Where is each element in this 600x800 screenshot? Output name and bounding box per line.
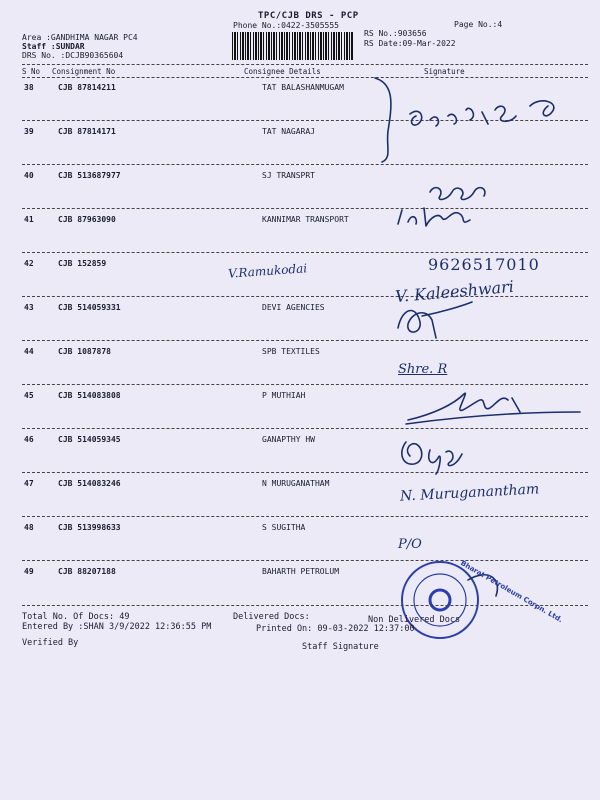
handwritten-signature-row42: V. Kaleeshwari [394,276,515,307]
phone-number: Phone No.:0422-3505555 [233,21,339,30]
row-sno: 39 [24,127,34,136]
row-consignment: CJB 513998633 [58,523,121,532]
row-consignee: N MURUGANATHAM [262,479,330,488]
col-consignee: Consignee Details [244,67,321,76]
verified-by: Verified By [22,638,79,648]
document-title: TPC/CJB DRS - PCP [258,11,359,21]
staff-signature: Staff Signature [302,642,379,652]
row-consignment: CJB 514083808 [58,391,121,400]
total-docs: Total No. Of Docs: 49 [22,612,130,622]
row-sno: 48 [24,523,34,532]
row-divider [22,252,588,253]
row-sno: 42 [24,259,34,268]
company-stamp [398,559,564,660]
header-divider [22,64,588,65]
staff-label: Staff :SUNDAR [22,42,85,51]
row-consignment: CJB 514059331 [58,303,121,312]
col-sno: S No [22,67,41,76]
row-consignee: SPB TEXTILES [262,347,320,356]
area-label: Area :GANDHIMA NAGAR PC4 [22,33,138,42]
handwritten-phone: 9626517010 [428,255,540,274]
row-consignment: CJB 87814171 [58,127,116,136]
row-sno: 46 [24,435,34,444]
row-consignee: BAHARTH PETROLUM [262,567,340,576]
row-sno: 38 [24,83,34,92]
row-sno: 40 [24,171,34,180]
row-consignee: GANAPTHY HW [262,435,315,444]
row-consignee: SJ TRANSPRT [262,171,315,180]
signature-row40-41 [390,178,580,238]
row-consignee: P MUTHIAH [262,391,306,400]
row-consignment: CJB 87963090 [58,215,116,224]
stamp-text: Bharat Petroleum Corpn. Ltd. [459,559,564,625]
signature-row46 [396,430,496,475]
row-consignee: TAT NAGARAJ [262,127,315,136]
non-delivered-docs: Non Delivered Docs [368,615,461,625]
row-consignment: CJB 513687977 [58,171,121,180]
row-sno: 47 [24,479,34,488]
handwritten-signature-row47: N. Muruganantham [399,481,540,505]
row-sno: 49 [24,567,34,576]
handwritten-signature-row48: P/O [398,537,422,552]
row-consignee: S SUGITHA [262,523,306,532]
printed-on: Printed On: 09-03-2022 12:37:00 [256,624,415,634]
barcode [232,32,354,60]
signature-row43 [392,298,482,343]
rs-date: RS Date:09-Mar-2022 [364,39,456,48]
drs-number: DRS No. :DCJB90365604 [22,51,124,60]
row-consignee: TAT BALASHANMUGAM [262,83,344,92]
row-consignment: CJB 87814211 [58,83,116,92]
rs-number: RS No.:903656 [364,29,427,38]
row-consignment: CJB 152859 [58,259,107,268]
signature-row38-39 [370,76,580,166]
handwritten-signature-row44: Shre. R [398,362,448,377]
row-consignment: CJB 88207188 [58,567,116,576]
col-signature: Signature [424,67,465,76]
footer-divider [22,605,588,606]
signature-row45 [404,382,584,430]
row-divider [22,516,588,517]
row-sno: 41 [24,215,34,224]
row-sno: 43 [24,303,34,312]
row-consignment: CJB 1087878 [58,347,111,356]
row-divider [22,472,588,473]
row-sno: 44 [24,347,34,356]
col-consignment: Consignment No [52,67,116,76]
page-number: Page No.:4 [454,20,503,29]
row-divider [22,340,588,341]
row-consignment: CJB 514059345 [58,435,121,444]
row-consignee: DEVI AGENCIES [262,303,325,312]
row-consignee: KANNIMAR TRANSPORT [262,215,349,224]
delivered-docs: Delivered Docs: [233,612,310,622]
row-sno: 45 [24,391,34,400]
row-consignment: CJB 514083246 [58,479,121,488]
entered-by: Entered By :SHAN 3/9/2022 12:36:55 PM [22,622,212,632]
handwritten-name: V.Ramukodai [227,261,308,281]
